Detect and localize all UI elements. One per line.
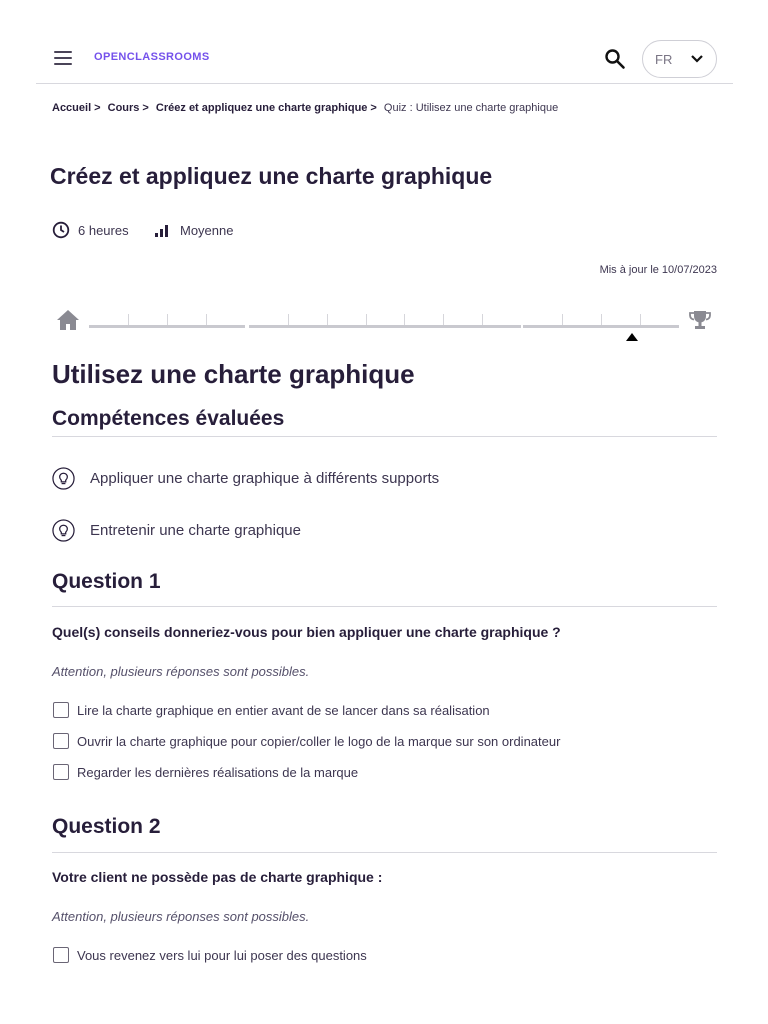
progress-tick [562, 314, 563, 325]
course-duration [52, 221, 129, 239]
progress-tick [601, 314, 602, 325]
course-title: Créez et appliquez une charte graphique [50, 163, 493, 189]
divider [52, 852, 717, 853]
progress-tick [366, 314, 367, 325]
checkbox[interactable] [53, 947, 69, 963]
skill-text: Appliquer une charte graphique à différents supports [90, 469, 440, 487]
question-1-heading: Question 1 [52, 570, 161, 593]
progress-tick [404, 314, 405, 325]
quiz-title: Utilisez une charte graphique [52, 359, 415, 389]
lightbulb-icon [52, 467, 75, 490]
home-icon[interactable] [56, 309, 80, 331]
question-1-text: Quel(s) conseils donneriez-vous pour bien appliquer une charte graphique ? [52, 624, 561, 640]
search-icon[interactable] [604, 48, 626, 70]
breadcrumb-current: Quiz : Utilisez une charte graphique [383, 102, 559, 114]
question-1-option-3[interactable] [53, 764, 358, 780]
skill-text: Entretenir une charte graphique [90, 521, 301, 539]
progress-segment [523, 325, 679, 328]
breadcrumb: Accueil > Cours > Créez et appliquez une charte graphique > Quiz : Utilisez une charte graphique [52, 102, 559, 114]
divider [52, 606, 717, 607]
breadcrumb-home[interactable]: Accueil [52, 102, 92, 114]
breadcrumb-courses[interactable]: Cours [107, 102, 140, 114]
language-value: FR [655, 52, 673, 67]
option-label: Lire la charte graphique en entier avant de se lancer dans sa réalisation [77, 702, 490, 718]
difficulty-bars-icon [154, 221, 172, 239]
progress-tick [327, 314, 328, 325]
progress-tick [167, 314, 168, 325]
menu-icon[interactable] [53, 50, 73, 66]
progress-tick [482, 314, 483, 325]
progress-tick [288, 314, 289, 325]
option-label: Vous revenez vers lui pour lui poser des questions [77, 947, 367, 963]
updated-date: Mis à jour le 10/07/2023 [599, 264, 717, 276]
current-position-marker [626, 333, 638, 341]
checkbox[interactable] [53, 702, 69, 718]
top-header [36, 0, 733, 84]
skill-item [52, 467, 439, 489]
course-progress-track [56, 308, 716, 344]
question-2-hint: Attention, plusieurs réponses sont possibles. [52, 909, 310, 924]
trophy-icon[interactable] [688, 309, 712, 331]
language-select[interactable] [642, 40, 717, 78]
breadcrumb-course[interactable]: Créez et appliquez une charte graphique [155, 102, 368, 114]
option-label: Regarder les dernières réalisations de la marque [77, 764, 359, 780]
progress-segment [89, 325, 245, 328]
progress-tick [128, 314, 129, 325]
course-level [154, 221, 233, 239]
question-2-text: Votre client ne possède pas de charte graphique : [52, 869, 383, 885]
question-1-hint: Attention, plusieurs réponses sont possibles. [52, 664, 310, 679]
question-2-heading: Question 2 [52, 815, 161, 838]
divider [52, 436, 717, 437]
lightbulb-icon [52, 519, 75, 542]
progress-segment [249, 325, 521, 328]
duration-text: 6 heures [78, 222, 129, 238]
level-text: Moyenne [180, 222, 234, 238]
progress-tick [206, 314, 207, 325]
question-1-option-1[interactable] [53, 702, 490, 718]
skill-item [52, 519, 301, 541]
option-label: Ouvrir la charte graphique pour copier/coller le logo de la marque sur son ordinateur [77, 733, 561, 749]
progress-tick [640, 314, 641, 325]
checkbox[interactable] [53, 764, 69, 780]
clock-icon [52, 221, 70, 239]
question-1-option-2[interactable] [53, 733, 560, 749]
progress-tick [443, 314, 444, 325]
skills-heading: Compétences évaluées [52, 407, 285, 430]
checkbox[interactable] [53, 733, 69, 749]
chevron-down-icon [690, 54, 704, 64]
question-2-option-1[interactable] [53, 947, 367, 963]
openclassrooms-logo[interactable]: OPENCLASSROOMS [94, 51, 210, 63]
